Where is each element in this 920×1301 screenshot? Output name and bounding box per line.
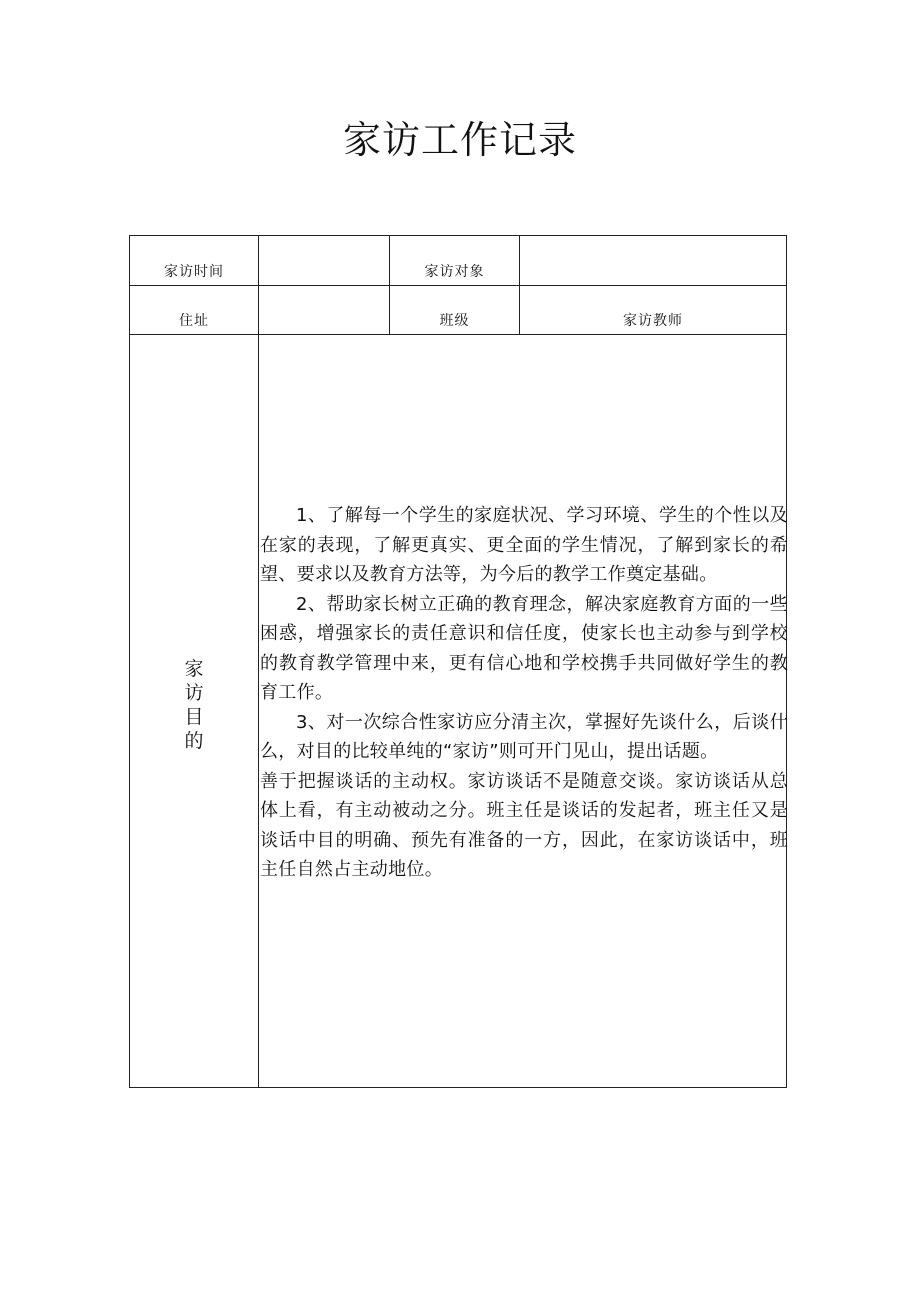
purpose-paragraph-1: 1、了解每一个学生的家庭状况、学习环境、学生的个性以及在家的表现，了解更真实、更全面的学生情况，了解到家长的希望、要求以及教育方法等，为今后的教学工作奠定基础。: [260, 505, 788, 585]
purpose-paragraph-4: 善于把握谈话的主动权。家访谈话不是随意交谈。家访谈话从总体上看，有主动被动之分。班主任是谈话的发起者，班主任又是谈话中目的明确、预先有准备的一方，因此，在家访谈话中，班主任自然占主动地位。: [260, 770, 788, 880]
address-label: 住址: [179, 313, 209, 329]
home-visit-form: [129, 235, 787, 1088]
visit-time-field[interactable]: [259, 236, 389, 285]
page-title: 家访工作记录: [342, 118, 577, 162]
visit-purpose-label: [130, 335, 258, 1087]
visit-purpose-content: [260, 501, 788, 885]
address-field[interactable]: [259, 286, 389, 334]
purpose-label-char: 目: [184, 706, 204, 728]
purpose-label-char: 访: [184, 682, 204, 704]
purpose-paragraph-2: 2、帮助家长树立正确的教育理念，解决家庭教育方面的一些困惑，增强家长的责任意识和信任度，使家长也主动参与到学校的教育教学管理中来，更有信心地和学校携手共同做好学生的教育工作。: [260, 593, 788, 703]
visit-time-label: 家访时间: [164, 264, 224, 280]
visit-teacher-label: 家访教师: [623, 313, 683, 329]
col-divider-1: [258, 236, 259, 1087]
purpose-paragraph-3: 3、对一次综合性家访应分清主次，掌握好先谈什么，后谈什么，对目的比较单纯的“家访”则可开门见山，提出话题。: [260, 711, 788, 762]
purpose-label-char: 的: [184, 730, 204, 752]
class-label: 班级: [439, 313, 470, 329]
visit-target-field[interactable]: [520, 236, 786, 285]
purpose-label-char: 家: [184, 658, 204, 680]
visit-target-label: 家访对象: [424, 264, 485, 280]
